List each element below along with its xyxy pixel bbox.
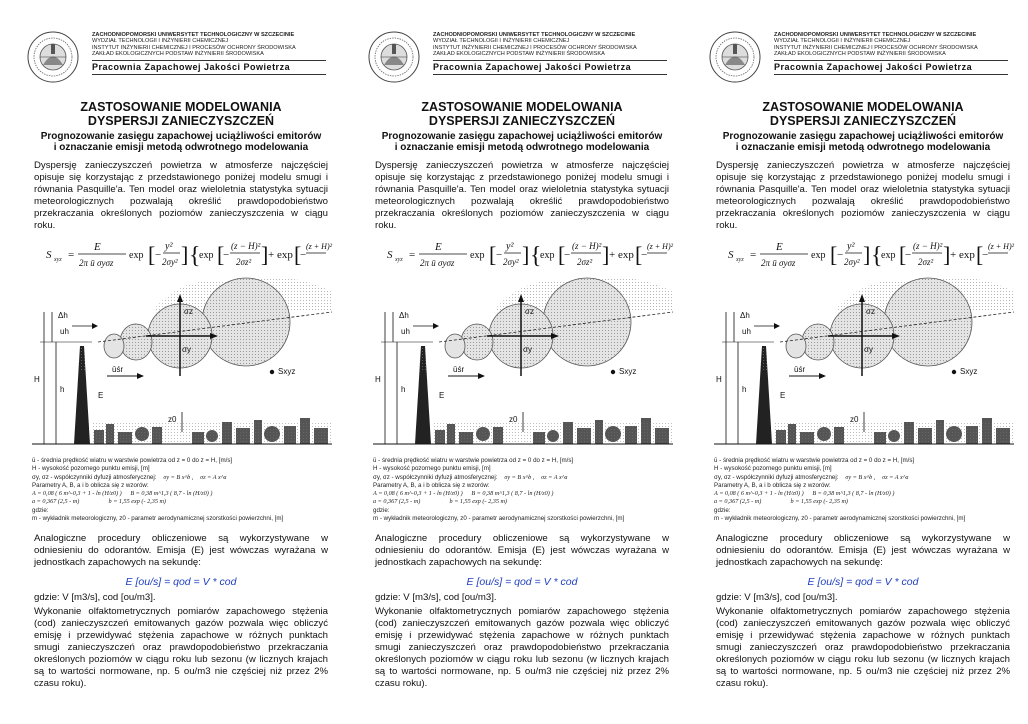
- emission-equation: E [ou/s] = qod = V * cod: [466, 576, 578, 588]
- page-title-line1: ZASTOSOWANIE MODELOWANIA: [80, 100, 282, 114]
- plume-diagram: [373, 272, 673, 452]
- svg-text:[: [: [217, 242, 225, 267]
- formula-denominator: 2π ū σyσz: [79, 258, 114, 268]
- legend-formula: B = 0,38 m^1,3 ( 8,7 - ln (H/z0) ): [812, 490, 895, 498]
- svg-text:−: −: [982, 249, 989, 261]
- formula-numerator: E: [435, 241, 442, 253]
- label-H: H: [375, 375, 381, 384]
- label-delta-h: Δh: [399, 311, 409, 320]
- legend: [714, 457, 1014, 523]
- pasquill-formula: [728, 236, 1015, 272]
- emission-equation: E [ou/s] = qod = V * cod: [807, 576, 919, 588]
- legend-formula: B = 0,38 m^1,3 ( 8,7 - ln (H/z0) ): [471, 490, 554, 498]
- institution-line: ZAKŁAD EKOLOGICZNYCH PODSTAW INŻYNIERII ŚRODOWISKA: [774, 50, 946, 57]
- legend-row: m - wykładnik meteorologiczny, z0 - parametr aerodynamicznej szorstkości powierzchni, [m]: [373, 515, 625, 523]
- formula-numerator: E: [776, 241, 783, 253]
- legend-row: [373, 490, 673, 498]
- label-H: H: [716, 375, 722, 384]
- page-title-line2: DYSPERSJI ZANIECZYSZCZEŃ: [87, 114, 275, 128]
- svg-text:]: ]: [181, 242, 189, 267]
- university-logo-icon: [26, 30, 80, 84]
- plume-diagram: [32, 272, 332, 452]
- svg-text:exp: exp: [540, 250, 555, 261]
- header: [26, 30, 326, 80]
- label-h: h: [742, 385, 747, 394]
- legend-formula: a = 0,367 (2,5 - m): [714, 498, 762, 506]
- legend: [373, 457, 673, 523]
- label-sigma-y: σy: [523, 345, 532, 354]
- formula-lhs: S: [46, 249, 52, 261]
- formula-numerator: E: [94, 241, 101, 253]
- svg-text:−: −: [837, 249, 844, 261]
- svg-text:[: [: [294, 242, 302, 267]
- label-sigma-z: σz: [184, 307, 193, 316]
- svg-text:]: ]: [863, 242, 871, 267]
- legend-formula: a = 0,367 (2,5 - m): [373, 498, 421, 506]
- institution-line: INSTYTUT INŻYNIERII CHEMICZNEJ I PROCESÓW OCHRONY ŚRODOWISKA: [774, 44, 978, 51]
- institution-line: ZACHODNIOPOMORSKI UNIWERSYTET TECHNOLOGICZNY W SZCZECINIE: [92, 32, 295, 38]
- svg-text:]: ]: [522, 242, 530, 267]
- label-sigma-z: σz: [866, 307, 875, 316]
- legend-formula: σz = A x^a: [200, 473, 227, 481]
- legend-row: [373, 498, 673, 506]
- svg-text:−: −: [564, 249, 571, 261]
- legend-row: H - wysokość pozornego punktu emisji, [m]: [32, 465, 150, 473]
- legend-row: [373, 474, 673, 482]
- formula-lhs: S: [387, 249, 393, 261]
- odorant-paragraph: Analogiczne procedury obliczeniowe są wykorzystywane w odniesieniu do odorantów. Emisja (E) jest wówczas wyrażana w jednostkach zapachowych na sekundę:: [716, 533, 1010, 568]
- subtitle-line1: Prognozowanie zasięgu zapachowej uciążliwości emitorów: [40, 131, 322, 142]
- formula-z1-num: (z − H)²: [913, 241, 943, 251]
- svg-text:]: ]: [943, 242, 951, 267]
- odorant-paragraph: Analogiczne procedury obliczeniowe są wykorzystywane w odniesieniu do odorantów. Emisja (E) jest wówczas wyrażana w jednostkach zapachowych na sekundę:: [34, 533, 328, 568]
- legend-row: gdzie:: [32, 506, 49, 514]
- legend-row: gdzie:: [714, 506, 731, 514]
- label-z0: z0: [168, 415, 177, 424]
- svg-text:−: −: [496, 249, 503, 261]
- legend-formula: A = 0,08 ( 6 m^-0,3 + 1 - ln (H/z0) ): [714, 490, 804, 498]
- olfactometry-paragraph: Wykonanie olfaktometrycznych pomiarów zapachowego stężenia (cod) zanieczyszczeń emitowanych gazów pozwala więc obliczyć emisję i przewidywać stężenia zapachowe w różnych punktach smugi zanieczyszczeń oraz prawdopodobieństwo przekraczania określonych poziomów w ciągu roku lub sezonu (w licznych krajach są to wartości normowane, np. 5 ou/m3 nie częściej niż przez 2% czasu roku).: [34, 606, 328, 689]
- formula-exp: exp: [129, 250, 144, 261]
- label-uh: uh: [742, 327, 751, 336]
- legend-formula: σy = B x^b ,: [504, 473, 535, 481]
- label-uh: uh: [401, 327, 410, 336]
- label-z0: z0: [509, 415, 518, 424]
- formula-lhs-sub: xyz: [54, 257, 62, 263]
- label-sxyz: Sxyz: [619, 367, 637, 376]
- label-uh: uh: [60, 327, 69, 336]
- svg-text:]: ]: [261, 242, 269, 267]
- label-h: h: [60, 385, 65, 394]
- label-sxyz: Sxyz: [278, 367, 296, 376]
- legend-row: gdzie:: [373, 506, 390, 514]
- page-title-line2: DYSPERSJI ZANIECZYSZCZEŃ: [769, 114, 957, 128]
- svg-text:+ exp: + exp: [950, 249, 975, 261]
- where-line: gdzie: V [m3/s], cod [ou/m3].: [716, 592, 838, 603]
- institution-block: [774, 32, 1010, 57]
- subtitle-line1: Prognozowanie zasięgu zapachowej uciążliwości emitorów: [722, 131, 1004, 142]
- svg-text:[: [: [148, 242, 156, 267]
- formula-exp: exp: [811, 250, 826, 261]
- label-delta-h: Δh: [740, 311, 750, 320]
- label-delta-h: Δh: [58, 311, 68, 320]
- svg-text:]: ]: [602, 242, 610, 267]
- legend-formula: B = 0,38 m^1,3 ( 8,7 - ln (H/z0) ): [130, 490, 213, 498]
- label-sigma-z: σz: [525, 307, 534, 316]
- legend-formula: a = 0,367 (2,5 - m): [32, 498, 80, 506]
- intro-paragraph: Dyspersję zanieczyszczeń powietrza w atmosferze najczęściej opisuje się korzystając z przedstawionego poniżej modelu smugi i równania Pasquille'a. Ten model oraz wieloletnia statystyka sytuacji meteorologicznych pozwalają określić prawdopodobieństwo przekraczania określonych poziomów zanieczyszczenia w ciągu roku.: [34, 160, 328, 231]
- formula-y-den: 2σy²: [503, 257, 519, 267]
- olfactometry-paragraph: Wykonanie olfaktometrycznych pomiarów zapachowego stężenia (cod) zanieczyszczeń emitowanych gazów pozwala więc obliczyć emisję i przewidywać stężenia zapachowe w różnych punktach smugi zanieczyszczeń oraz prawdopodobieństwo przekraczania określonych poziomów w ciągu roku lub sezonu (w licznych krajach są to wartości normowane, np. 5 ou/m3 nie częściej niż przez 2% czasu roku).: [375, 606, 669, 689]
- legend-formula: b = 1,55 exp (- 2,35 m): [108, 498, 166, 506]
- svg-text:[: [: [558, 242, 566, 267]
- institution-block: [92, 32, 328, 57]
- institution-line: INSTYTUT INŻYNIERII CHEMICZNEJ I PROCESÓW OCHRONY ŚRODOWISKA: [433, 44, 637, 51]
- page-title-line1: ZASTOSOWANIE MODELOWANIA: [421, 100, 623, 114]
- subtitle-line1: Prognozowanie zasięgu zapachowej uciążliwości emitorów: [381, 131, 663, 142]
- formula-y-num: y²: [506, 241, 514, 252]
- legend-row: m - wykładnik meteorologiczny, z0 - parametr aerodynamicznej szorstkości powierzchni, [m]: [32, 515, 284, 523]
- svg-text:−: −: [641, 249, 648, 261]
- olfactometry-paragraph: Wykonanie olfaktometrycznych pomiarów zapachowego stężenia (cod) zanieczyszczeń emitowanych gazów pozwala więc obliczyć emisję i przewidywać stężenia zapachowe w różnych punktach smugi zanieczyszczeń oraz prawdopodobieństwo przekraczania określonych poziomów w ciągu roku lub sezonu (w licznych krajach są to wartości normowane, np. 5 ou/m3 nie częściej niż przez 2% czasu roku).: [716, 606, 1010, 689]
- lab-name: Pracownia Zapachowej Jakości Powietrza: [433, 60, 667, 75]
- formula-z-den: 2σz²: [918, 257, 934, 267]
- where-line: gdzie: V [m3/s], cod [ou/m3].: [375, 592, 497, 603]
- svg-text:+ exp: + exp: [268, 249, 293, 261]
- formula-lhs: S: [728, 249, 734, 261]
- label-u-sr: ūśr: [453, 365, 465, 374]
- formula-z2-num: (z + H)²: [988, 242, 1015, 251]
- institution-line: ZAKŁAD EKOLOGICZNYCH PODSTAW INŻYNIERII ŚRODOWISKA: [433, 50, 605, 57]
- leaflet-page-1: [16, 0, 346, 724]
- formula-lhs-sub: xyz: [395, 257, 403, 263]
- legend-row: Parametry A, B, a i b oblicza się z wzorów:: [714, 481, 831, 489]
- legend-row: [32, 474, 332, 482]
- odorant-paragraph: Analogiczne procedury obliczeniowe są wykorzystywane w odniesieniu do odorantów. Emisja (E) jest wówczas wyrażana w jednostkach zapachowych na sekundę:: [375, 533, 669, 568]
- legend-row: H - wysokość pozornego punktu emisji, [m]: [714, 465, 832, 473]
- legend-row: [32, 498, 332, 506]
- institution-line: ZAKŁAD EKOLOGICZNYCH PODSTAW INŻYNIERII ŚRODOWISKA: [92, 50, 264, 57]
- leaflet-page-3: [698, 0, 1028, 724]
- plume-diagram: [714, 272, 1014, 452]
- svg-text:[: [: [976, 242, 984, 267]
- pasquill-formula: [46, 236, 333, 272]
- subtitle-line2: i oznaczanie emisji metodą odwrotnego modelowania: [394, 142, 650, 153]
- formula-lhs-sub: xyz: [736, 257, 744, 263]
- institution-line: ZACHODNIOPOMORSKI UNIWERSYTET TECHNOLOGICZNY W SZCZECINIE: [433, 32, 636, 38]
- formula-denominator: 2π ū σyσz: [761, 258, 796, 268]
- legend-row: [714, 474, 1014, 482]
- institution-line: INSTYTUT INŻYNIERII CHEMICZNEJ I PROCESÓW OCHRONY ŚRODOWISKA: [92, 44, 296, 51]
- label-H: H: [34, 375, 40, 384]
- formula-z2-num: (z + H)²: [647, 242, 674, 251]
- label-u-sr: ūśr: [794, 365, 806, 374]
- leaflet-page-2: [357, 0, 687, 724]
- legend-formula: σz = A x^a: [882, 473, 909, 481]
- legend-row: H - wysokość pozornego punktu emisji, [m]: [373, 465, 491, 473]
- legend: [32, 457, 332, 523]
- lab-name: Pracownia Zapachowej Jakości Powietrza: [774, 60, 1008, 75]
- legend-formula: A = 0,08 ( 6 m^-0,3 + 1 - ln (H/z0) ): [373, 490, 463, 498]
- formula-z-den: 2σz²: [236, 257, 252, 267]
- svg-text:{: {: [871, 243, 883, 269]
- label-E: E: [780, 391, 786, 400]
- svg-text:[: [: [830, 242, 838, 267]
- legend-row: [32, 490, 332, 498]
- svg-text:+ exp: + exp: [609, 249, 634, 261]
- legend-row: [714, 498, 1014, 506]
- formula-y-den: 2σy²: [844, 257, 860, 267]
- legend-row: Parametry A, B, a i b oblicza się z wzorów:: [373, 481, 490, 489]
- legend-text: σy, σz - współczynniki dyfuzji atmosferycznej:: [32, 473, 157, 481]
- svg-text:−: −: [223, 249, 230, 261]
- formula-y-num: y²: [847, 241, 855, 252]
- where-line: gdzie: V [m3/s], cod [ou/m3].: [34, 592, 156, 603]
- svg-text:[: [: [899, 242, 907, 267]
- svg-text:=: =: [750, 249, 757, 261]
- intro-paragraph: Dyspersję zanieczyszczeń powietrza w atmosferze najczęściej opisuje się korzystając z przedstawionego poniżej modelu smugi i równania Pasquille'a. Ten model oraz wieloletnia statystyka sytuacji meteorologicznych pozwalają określić prawdopodobieństwo przekraczania określonych poziomów zanieczyszczenia w ciągu roku.: [375, 160, 669, 231]
- legend-formula: σz = A x^a: [541, 473, 568, 481]
- svg-text:[: [: [489, 242, 497, 267]
- formula-y-den: 2σy²: [162, 257, 178, 267]
- legend-formula: A = 0,08 ( 6 m^-0,3 + 1 - ln (H/z0) ): [32, 490, 122, 498]
- subtitle-line2: i oznaczanie emisji metodą odwrotnego modelowania: [53, 142, 309, 153]
- formula-exp: exp: [470, 250, 485, 261]
- legend-row: [714, 490, 1014, 498]
- svg-text:{: {: [189, 243, 201, 269]
- formula-y-num: y²: [165, 241, 173, 252]
- institution-line: WYDZIAŁ TECHNOLOGII I INŻYNIERII CHEMICZNEJ: [433, 38, 570, 45]
- legend-text: σy, σz - współczynniki dyfuzji atmosferycznej:: [714, 473, 839, 481]
- page-title-line1: ZASTOSOWANIE MODELOWANIA: [762, 100, 964, 114]
- svg-text:exp: exp: [199, 250, 214, 261]
- legend-row: ū - średnia prędkość wiatru w warstwie powietrza od z = 0 do z = H, [m/s]: [714, 457, 915, 464]
- institution-line: ZACHODNIOPOMORSKI UNIWERSYTET TECHNOLOGICZNY W SZCZECINIE: [774, 32, 977, 38]
- formula-z1-num: (z − H)²: [231, 241, 261, 251]
- formula-z2-num: (z + H)²: [306, 242, 333, 251]
- university-logo-icon: [367, 30, 421, 84]
- label-z0: z0: [850, 415, 859, 424]
- label-E: E: [98, 391, 104, 400]
- legend-row: ū - średnia prędkość wiatru w warstwie powietrza od z = 0 do z = H, [m/s]: [373, 457, 574, 464]
- intro-paragraph: Dyspersję zanieczyszczeń powietrza w atmosferze najczęściej opisuje się korzystając z przedstawionego poniżej modelu smugi i równania Pasquille'a. Ten model oraz wieloletnia statystyka sytuacji meteorologicznych pozwalają określić prawdopodobieństwo przekraczania określonych poziomów zanieczyszczenia w ciągu roku.: [716, 160, 1010, 231]
- institution-line: WYDZIAŁ TECHNOLOGII I INŻYNIERII CHEMICZNEJ: [774, 38, 911, 45]
- legend-row: ū - średnia prędkość wiatru w warstwie powietrza od z = 0 do z = H, [m/s]: [32, 457, 233, 464]
- header: [367, 30, 667, 80]
- legend-row: m - wykładnik meteorologiczny, z0 - parametr aerodynamicznej szorstkości powierzchni, [m]: [714, 515, 966, 523]
- formula-z-den: 2σz²: [577, 257, 593, 267]
- page-title-line2: DYSPERSJI ZANIECZYSZCZEŃ: [428, 114, 616, 128]
- university-logo-icon: [708, 30, 762, 84]
- label-h: h: [401, 385, 406, 394]
- institution-block: [433, 32, 669, 57]
- svg-text:−: −: [905, 249, 912, 261]
- svg-text:exp: exp: [881, 250, 896, 261]
- header: [708, 30, 1008, 80]
- pasquill-formula: [387, 236, 674, 272]
- svg-text:[: [: [635, 242, 643, 267]
- svg-text:=: =: [409, 249, 416, 261]
- label-sigma-y: σy: [864, 345, 873, 354]
- label-E: E: [439, 391, 445, 400]
- legend-formula: b = 1,55 exp (- 2,35 m): [790, 498, 848, 506]
- institution-line: WYDZIAŁ TECHNOLOGII I INŻYNIERII CHEMICZNEJ: [92, 38, 229, 45]
- formula-denominator: 2π ū σyσz: [420, 258, 455, 268]
- legend-formula: σy = B x^b ,: [163, 473, 194, 481]
- svg-text:−: −: [155, 249, 162, 261]
- legend-text: σy, σz - współczynniki dyfuzji atmosferycznej:: [373, 473, 498, 481]
- subtitle-line2: i oznaczanie emisji metodą odwrotnego modelowania: [735, 142, 991, 153]
- svg-text:{: {: [530, 243, 542, 269]
- svg-text:−: −: [300, 249, 307, 261]
- lab-name: Pracownia Zapachowej Jakości Powietrza: [92, 60, 326, 75]
- label-sigma-y: σy: [182, 345, 191, 354]
- legend-formula: b = 1,55 exp (- 2,35 m): [449, 498, 507, 506]
- emission-equation: E [ou/s] = qod = V * cod: [125, 576, 237, 588]
- legend-row: Parametry A, B, a i b oblicza się z wzorów:: [32, 481, 149, 489]
- label-sxyz: Sxyz: [960, 367, 978, 376]
- formula-z1-num: (z − H)²: [572, 241, 602, 251]
- legend-formula: σy = B x^b ,: [845, 473, 876, 481]
- label-u-sr: ūśr: [112, 365, 124, 374]
- svg-text:=: =: [68, 249, 75, 261]
